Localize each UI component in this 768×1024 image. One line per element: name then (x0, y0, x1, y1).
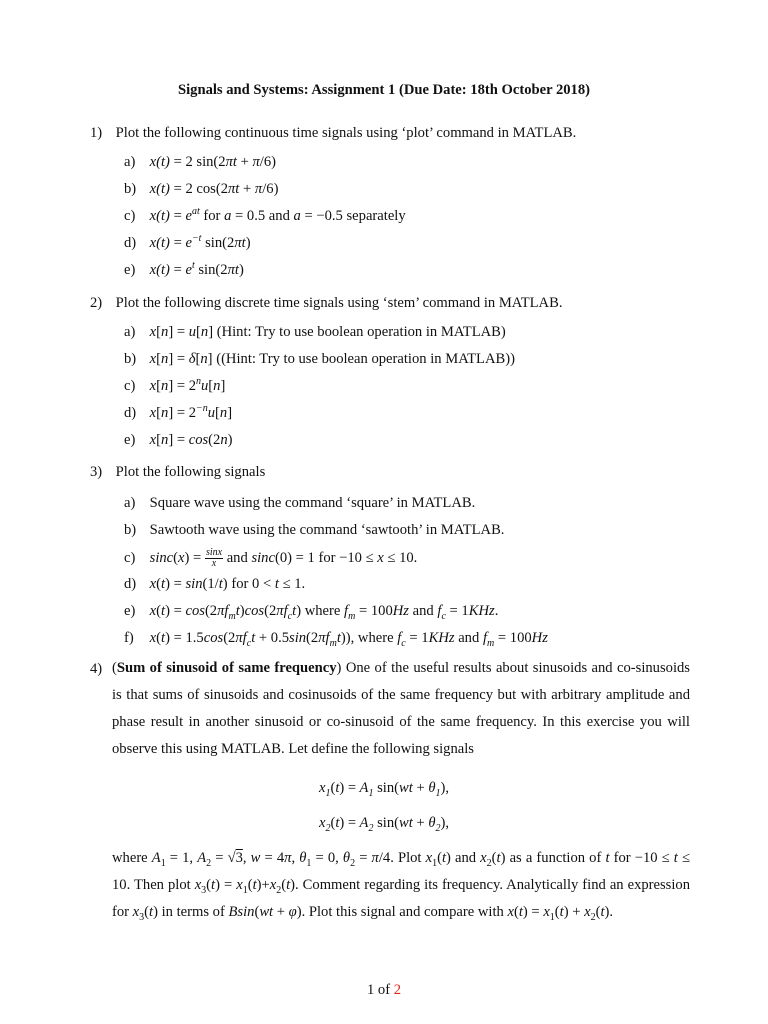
math-expression: a = 0.5 (224, 208, 266, 224)
math-expression: x[n] = δ[n] (149, 351, 213, 367)
item-label: c) (124, 378, 136, 394)
math-expression: $x(t) = 1.5\cos(2\pi f_ct + 0.5\sin(2\pi f_mt))$, (149, 630, 355, 649)
math-expression: −10 ≤ x ≤ 10. (339, 549, 418, 566)
math-expression: sinc(0) = 1 (251, 549, 315, 566)
total-pages: 2 (393, 982, 402, 998)
item-label: a) (124, 324, 136, 340)
item-text: Sawtooth wave using the command ‘sawtooth’ in MATLAB. (149, 522, 505, 538)
math-expression: $x(t) = e^{at}$ (149, 206, 200, 224)
hint-text: (Hint: Try to use boolean operation in MATLAB) (216, 324, 506, 340)
hint-text: ((Hint: Try to use boolean operation in MATLAB)) (216, 351, 515, 367)
question-text: Plot the following continuous time signals using ‘plot’ command in MATLAB. (115, 125, 577, 141)
text: separately (346, 208, 406, 224)
text: and (226, 549, 248, 566)
math-expression: 0 < t ≤ 1. (252, 576, 306, 592)
list-item (124, 153, 276, 171)
item-label: a) (124, 495, 136, 511)
text: and (268, 208, 290, 224)
item-label: d) (124, 235, 137, 251)
item-label: b) (124, 522, 137, 538)
list-item (124, 602, 498, 620)
item-label: c) (124, 208, 136, 224)
list-item (124, 548, 417, 569)
math-expression: $x_1(t) = A_1$ $\sin(wt + \theta_1)$, (318, 780, 450, 799)
list-item (124, 629, 548, 647)
current-page: 1 (366, 982, 375, 998)
text: for (318, 549, 336, 566)
text: for (203, 208, 221, 224)
item-label: a) (124, 154, 136, 170)
math-expression: $x[n] = 2^{-n}u[n]$ (149, 403, 233, 421)
math-expression: $f_m = 100Hz$ (344, 603, 409, 622)
list-item (124, 494, 475, 512)
item-label: e) (124, 603, 136, 619)
math-expression: a = −0.5 (293, 208, 343, 224)
list-item (124, 404, 232, 422)
item-label: d) (124, 405, 137, 421)
list-item (124, 575, 305, 593)
math-expression: x(t) = sin(1/t) (149, 576, 228, 592)
question-1 (90, 124, 690, 142)
item-label: b) (124, 351, 137, 367)
item-label: b) (124, 181, 137, 197)
question-3 (90, 463, 690, 481)
item-label: f) (124, 630, 134, 646)
question-2 (90, 294, 690, 312)
question-4-body: where $A_1 = 1$, $A_2 = √3$, w = 4π, $\theta_1 = 0$, $\theta_2 = \pi/4$. Plot $x_1(t)$ and $x_2(t)$ as a function of t for −10 ≤ t ≤ 10. Then plot $x_3(t) = x_1(t)+x_2(t)$. Comment regarding its frequency. Analytically find an expression for $x_3(t)$ in terms of Bsin(wt + φ). Plot this signal and compare with $x(t) = x_1(t) + x_2(t)$. (112, 850, 691, 923)
math-expression: x(t) = 2 sin(2πt + π/6) (149, 154, 277, 170)
text: and (458, 630, 480, 646)
math-expression: x[n] = u[n] (149, 324, 214, 340)
list-item (124, 180, 278, 198)
item-text: Square wave using the command ‘square’ in MATLAB. (149, 495, 476, 511)
list-item (124, 207, 406, 225)
text: and (412, 603, 434, 619)
question-4-intro: (Sum of sinusoid of same frequency) One of the useful results about sinusoids and co-sinusoids is that sums of sinusoids and cosinusoids of the same frequency but with arbitrary amplitude and phase result in another sinusoid or co-sinusoid of the same frequency. In this exercise you will observe this using MATLAB. Let define the following signals (112, 660, 690, 757)
question-number: 3) (90, 464, 103, 480)
question-text: Plot the following signals (115, 464, 266, 480)
math-expression: $x(t) = \cos(2\pi f_mt)\cos(2\pi f_ct)$ (149, 603, 302, 622)
math-expression: $f_c = 1KHz$ (397, 630, 455, 649)
list-item (124, 234, 251, 252)
question-4-number (90, 660, 112, 678)
list-item (124, 323, 506, 341)
item-label: e) (124, 432, 136, 448)
math-expression: $x[n] = 2^nu[n]$ (149, 376, 226, 394)
item-label: d) (124, 576, 137, 592)
text: where (357, 630, 394, 646)
equation-1 (0, 779, 768, 797)
question-number: 4) (90, 661, 103, 677)
text: where (304, 603, 341, 619)
math-expression: $f_c = 1KHz$. (437, 603, 499, 622)
math-expression: $x(t) = e^{-t}$ sin(2πt) (149, 233, 251, 251)
math-expression: $x(t) = e^t$ sin(2πt) (149, 260, 244, 278)
paragraph-text: One of the useful results about sinusoids and co-sinusoids is that sums of sinusoids and cosinusoids of the same frequency but with arbitrary amplitude and phase result in another sinusoid or co-sinusoid of the same frequency. In this exercise you will observe this using MATLAB. Let define the following signals (112, 660, 690, 757)
question-number: 2) (90, 295, 103, 311)
list-item (124, 377, 225, 395)
equation-2 (0, 814, 768, 832)
list-item (124, 350, 515, 368)
math-expression: x(t) = 2 cos(2πt + π/6) (149, 181, 279, 197)
section-heading: Sum of sinusoid of same frequency (116, 660, 337, 676)
page-number (0, 982, 768, 999)
math-expression: $f_m = 100Hz$ (482, 630, 548, 649)
page-title: Signals and Systems: Assignment 1 (Due Date: 18th October 2018) (177, 82, 590, 98)
item-label: e) (124, 262, 136, 278)
item-label: c) (124, 549, 136, 566)
page-of: of (377, 982, 391, 998)
list-item (124, 261, 244, 279)
text: for (231, 576, 249, 592)
math-expression: $x_2(t) = A_2$ $\sin(wt + \theta_2)$, (318, 815, 450, 834)
list-item (124, 431, 233, 449)
math-expression: sinc(x) = $\frac{\sin x}{x}$ (149, 547, 223, 569)
math-expression: x[n] = cos(2n) (149, 432, 233, 448)
question-number: 1) (90, 125, 103, 141)
question-text: Plot the following discrete time signals using ‘stem’ command in MATLAB. (115, 295, 563, 311)
list-item (124, 521, 504, 539)
